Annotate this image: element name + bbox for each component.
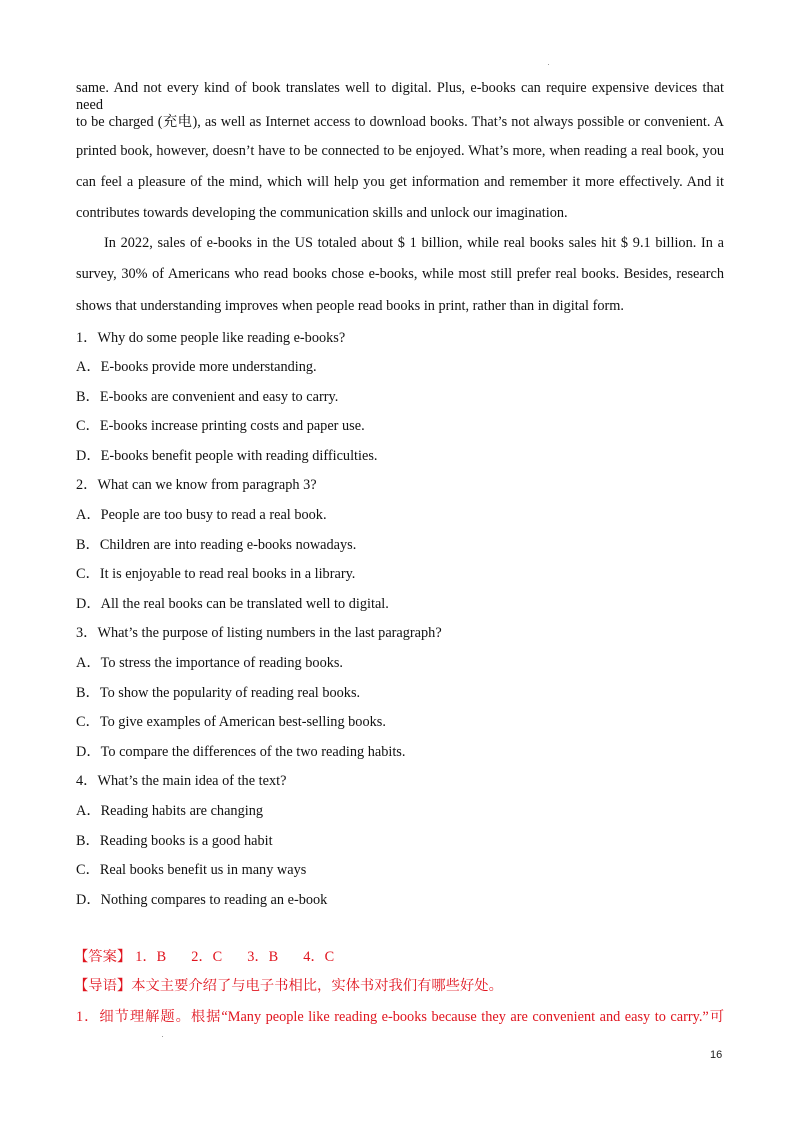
guide-line xyxy=(74,975,503,995)
question-option: D．Nothing compares to reading an e-book xyxy=(76,892,328,908)
passage-line: same. And not every kind of book translates well to digital. Plus, e-books can require expensive devices that need xyxy=(76,80,724,113)
question-option: A．E-books provide more understanding. xyxy=(76,359,317,375)
answer-item: 3．B xyxy=(247,949,279,965)
question-option: B．Reading books is a good habit xyxy=(76,833,273,849)
question-option: A．Reading habits are changing xyxy=(76,803,263,819)
question-option: C．It is enjoyable to read real books in a library. xyxy=(76,566,356,582)
answer-item: 1．B xyxy=(135,949,167,965)
question-option: A．To stress the importance of reading books. xyxy=(76,655,344,671)
question-option: B．E-books are convenient and easy to carry. xyxy=(76,389,339,405)
answer-item: 4．C xyxy=(303,949,335,965)
question-stem: 4．What’s the main idea of the text? xyxy=(76,773,287,789)
question-stem: 2．What can we know from paragraph 3? xyxy=(76,477,317,493)
question-option: C．E-books increase printing costs and paper use. xyxy=(76,418,365,434)
question-option: D．E-books benefit people with reading difficulties. xyxy=(76,448,378,464)
passage-line: shows that understanding improves when people read books in print, rather than in digital form. xyxy=(76,298,624,314)
passage-line: can feel a pleasure of the mind, which will help you get information and remember it more effectively. And it xyxy=(76,174,724,190)
passage-line: In 2022, sales of e-books in the US totaled about $ 1 billion, while real books sales hit $ 9.1 billion. In a xyxy=(104,235,724,251)
scan-dot xyxy=(162,1036,163,1037)
question-option: A．People are too busy to read a real book. xyxy=(76,507,327,523)
guide-text: 本文主要介绍了与电子书相比，实体书对我们有哪些好处。 xyxy=(131,978,503,994)
answer-item: 2．C xyxy=(191,949,223,965)
answer-line xyxy=(74,946,334,966)
guide-label: 【导语】 xyxy=(74,978,132,994)
page-number: 16 xyxy=(710,1049,723,1061)
question-option: D．All the real books can be translated well to digital. xyxy=(76,596,389,612)
question-option: D．To compare the differences of the two reading habits. xyxy=(76,744,406,760)
answer-label: 【答案】 xyxy=(74,949,132,965)
question-stem: 1．Why do some people like reading e-books? xyxy=(76,330,346,346)
passage-line: printed book, however, doesn’t have to be connected to be enjoyed. What’s more, when reading a real book, you xyxy=(76,143,724,159)
passage-line: survey, 30% of Americans who read books chose e-books, while most still prefer real books. Besides, research xyxy=(76,266,724,282)
scan-dot xyxy=(548,64,549,65)
question-option: B．To show the popularity of reading real books. xyxy=(76,685,361,701)
question-stem: 3．What’s the purpose of listing numbers in the last paragraph? xyxy=(76,625,442,641)
question-option: B．Children are into reading e-books nowadays. xyxy=(76,537,357,553)
question-option: C．Real books benefit us in many ways xyxy=(76,862,307,878)
question-option: C．To give examples of American best-selling books. xyxy=(76,714,386,730)
passage-line: to be charged (充电), as well as Internet access to download books. That’s not always possible or convenient. A xyxy=(76,114,724,130)
explanation-line: 1．细节理解题。根据“Many people like reading e-books because they are convenient and easy to carry.”可 xyxy=(76,1009,724,1025)
passage-line: contributes towards developing the communication skills and unlock our imagination. xyxy=(76,205,568,221)
